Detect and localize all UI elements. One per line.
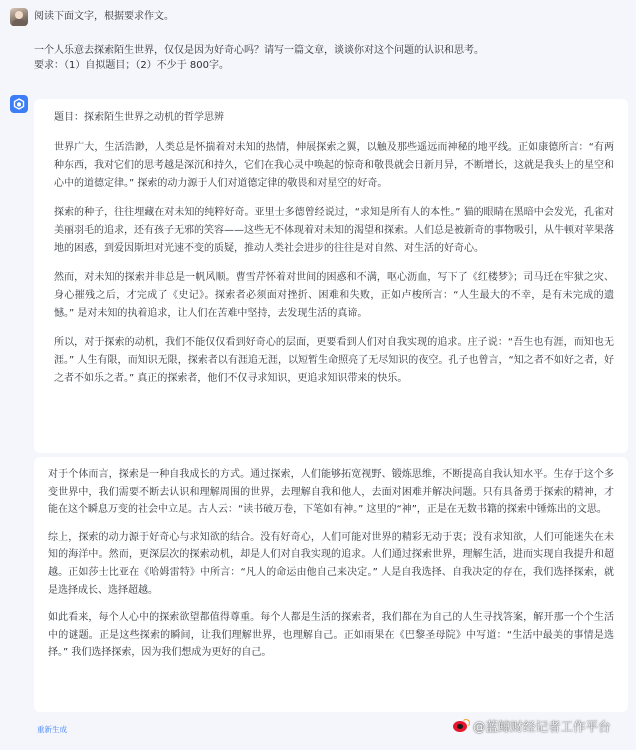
essay-title: 题目：探索陌生世界之动机的哲学思辨: [54, 112, 224, 123]
user-message-line: 阅读下面文字，根据要求作文。: [34, 11, 174, 22]
answer-body: [48, 466, 614, 672]
user-avatar: [10, 8, 28, 26]
user-message-line: 一个人乐意去探索陌生世界，仅仅是因为好奇心吗？请写一篇文章，谈谈你对这个问题的认识和思考。: [34, 44, 484, 56]
essay-paragraph: 对于个体而言，探索是一种自我成长的方式。通过探索，人们能够拓宽视野、锻炼思维，不断提高自我认知水平。生存于这个多变世界中，我们需要不断去认识和理解周围的世界，去理解自我和他人，去面对困难并解决问题。只有具备勇于探索的精神，才能在这个瞬息万变的社会中立足。古人云：“读书破万卷，下笔如有神。” 这里的“神”，正是在无数书籍的探索中锤炼出的文思。: [48, 469, 614, 516]
weibo-logo-icon: [453, 719, 469, 733]
answer-body: [54, 109, 614, 399]
essay-paragraph: 所以，对于探索的动机，我们不能仅仅看到好奇心的层面，更要看到人们对自我实现的追求。庄子说：“吾生也有涯，而知也无涯。” 人生有限，而知识无限，探索者以有涯追无涯，以短暂生命照亮了无尽知识的夜空。孔子也曾言，“知之者不如好之者，好之者不如乐之者。” 真正的探索者，他们不仅寻求知识，更追求知识带来的快乐。: [54, 337, 614, 384]
weibo-watermark: [453, 714, 611, 738]
user-message-line: 要求：（1）自拟题目；（2）不少于 800字。: [34, 60, 229, 71]
regenerate-button[interactable]: 重新生成: [37, 725, 67, 734]
essay-paragraph: 探索的种子，往往埋藏在对未知的纯粹好奇。亚里士多德曾经说过，“求知是所有人的本性。” 猫的眼睛在黑暗中会发光，孔雀对美丽羽毛的追求，还有孩子无邪的笑容——这些无不体现着对未知的渴望和探索。人们总是被新奇的事物吸引，从牛顿对苹果落地的困惑，到爱因斯坦对光速不变的质疑，推动人类社会进步的往往是对自然、对生活的好奇心。: [54, 207, 614, 254]
essay-paragraph: 世界广大，生活浩渺，人类总是怀揣着对未知的热情，伸展探索之翼，以触及那些遥远而神秘的地平线。正如康德所言：“有两种东西，我对它们的思考越是深沉和持久，它们在我心灵中唤起的惊奇和敬畏就会日新月异，不断增长，这就是我头上的星空和心中的道德定律。” 探索的动力源于人们对道德定律的敬畏和对星空的好奇。: [54, 142, 614, 189]
user-message-text: [34, 9, 626, 74]
watermark-text: @蓝鲸财经记者工作平台: [473, 719, 611, 734]
answer-card-lower: [34, 457, 628, 712]
essay-paragraph: 综上，探索的动力源于好奇心与求知欲的结合。没有好奇心，人们可能对世界的精彩无动于衷；没有求知欲，人们可能迷失在未知的海洋中。然而，更深层次的探索动机，却是人们对自我实现的追求。人们通过探索世界，理解生活，进而实现自我提升和超越。正如莎士比亚在《哈姆雷特》中所言：“凡人的命运由他自己来决定。” 人是自我选择、自我决定的存在，我们选择探索，就是选择成长、选择超越。: [48, 531, 614, 596]
answer-card-upper: [34, 99, 628, 453]
essay-paragraph: 然而，对未知的探索并非总是一帆风顺。曹雪芹怀着对世间的困惑和不满，呕心沥血，写下了《红楼梦》；司马迁在牢狱之灾、身心摧残之后，才完成了《史记》。探索者必须面对挫折、困难和失败，正如卢梭所言：“人生最大的不幸，是有未完成的遗憾。” 是对未知的执着追求，让人们在苦难中坚持，去发现生活的真谛。: [54, 272, 614, 319]
essay-paragraph: 如此看来，每个人心中的探索欲望都值得尊重。每个人都是生活的探索者，我们都在为自己的人生寻找答案，解开那一个个生活中的谜题。正是这些探索的瞬间，让我们理解世界，也理解自己。正如雨果在《巴黎圣母院》中写道：“生活中最美的事情是选择。” 我们选择探索，因为我们想成为更好的自己。: [48, 612, 614, 659]
ai-assistant-icon: [10, 95, 28, 113]
